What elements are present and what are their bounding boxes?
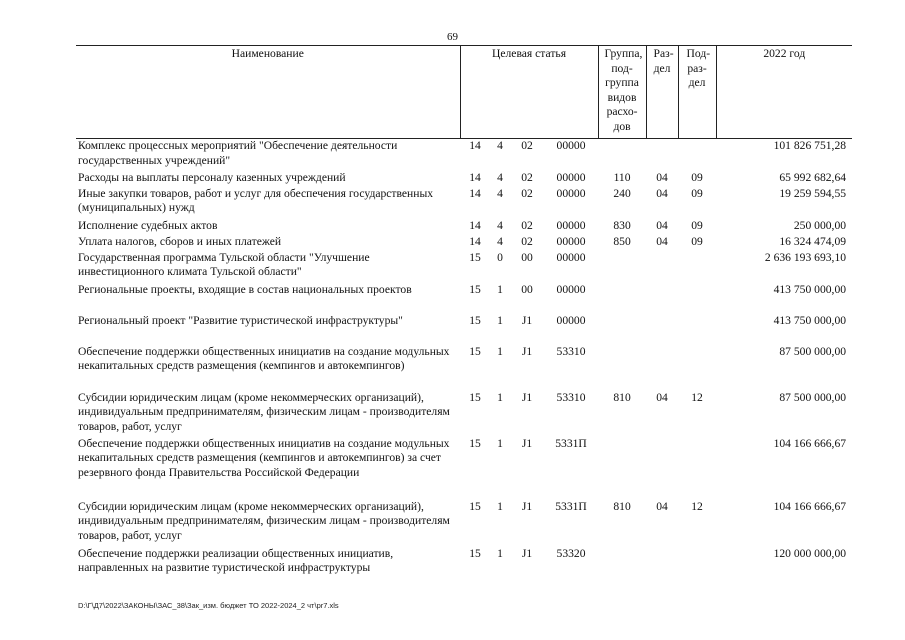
row-code-direction: 00000	[556, 218, 586, 232]
table-row	[76, 391, 852, 437]
row-section-cell	[646, 547, 678, 577]
row-amount-cell: 120 000 000,00	[773, 546, 847, 560]
row-code-type: 4	[497, 170, 503, 184]
row-code-subprogram: 02	[521, 218, 533, 232]
table-row	[76, 500, 852, 547]
header-subsection: Под-раз-дел	[678, 46, 716, 139]
table-row	[76, 171, 852, 187]
row-group-cell: 830	[613, 218, 631, 232]
row-code-type: 1	[497, 436, 503, 450]
row-code-subprogram: J1	[521, 436, 533, 450]
row-code-type: 4	[497, 218, 503, 232]
row-code-subprogram: J1	[521, 499, 533, 513]
row-subsection-cell	[678, 437, 716, 500]
row-section-cell	[646, 251, 678, 283]
table-row	[76, 187, 852, 219]
row-code-direction: 00000	[556, 250, 586, 264]
row-code-direction: 53310	[556, 390, 586, 404]
row-name-cell: Обеспечение поддержки общественных инициатив на создание модульных некапитальных средств размещения (кемпингов и автокемпингов)	[78, 344, 450, 372]
row-code-program: 14	[469, 234, 481, 248]
row-subsection-cell	[678, 345, 716, 391]
row-amount-cell: 101 826 751,28	[773, 139, 847, 152]
budget-table	[76, 45, 852, 577]
row-subsection-cell: 09	[691, 234, 703, 248]
row-code-program: 14	[469, 218, 481, 232]
row-amount-cell: 413 750 000,00	[773, 282, 847, 296]
row-group-cell	[598, 283, 646, 314]
row-name-cell: Обеспечение поддержки реализации общественных инициатив, направленных на развитие туристической инфраструктуры	[78, 546, 394, 574]
row-amount-cell: 19 259 594,55	[779, 186, 847, 200]
row-amount-cell: 413 750 000,00	[773, 313, 847, 327]
row-code-type: 1	[497, 390, 503, 404]
row-code-direction: 00000	[556, 234, 586, 248]
row-group-cell: 110	[613, 170, 631, 184]
row-amount-cell: 65 992 682,64	[779, 170, 847, 184]
row-group-cell	[598, 547, 646, 577]
row-amount-cell: 104 166 666,67	[773, 499, 847, 513]
row-amount-cell: 16 324 474,09	[779, 234, 847, 248]
row-subsection-cell	[678, 251, 716, 283]
row-section-cell	[646, 314, 678, 345]
header-target: Целевая статья	[460, 46, 598, 139]
row-code-subprogram: 02	[521, 170, 533, 184]
row-name-cell: Обеспечение поддержки общественных инициатив на создание модульных некапитальных средств размещения (кемпингов и автокемпингов) за счет резервного фонда Правительства Российской Федерации	[78, 436, 450, 479]
header-name: Наименование	[76, 46, 460, 139]
page-number: 69	[447, 31, 458, 43]
row-subsection-cell: 09	[691, 218, 703, 232]
row-section-cell: 04	[656, 218, 668, 232]
row-section-cell: 04	[656, 170, 668, 184]
row-code-program: 14	[469, 170, 481, 184]
row-code-subprogram: J1	[521, 313, 533, 327]
row-subsection-cell	[678, 139, 716, 171]
row-amount-cell: 104 166 666,67	[773, 436, 847, 450]
table-row	[76, 235, 852, 251]
row-subsection-cell: 09	[691, 186, 703, 200]
row-subsection-cell	[678, 547, 716, 577]
table-row	[76, 547, 852, 577]
row-group-cell: 810	[613, 390, 631, 404]
table-row	[76, 314, 852, 345]
row-code-subprogram: 02	[521, 139, 533, 152]
row-name-cell: Субсидии юридическим лицам (кроме некоммерческих организаций), индивидуальным предпринимателям, физическим лицам - производителям товаров, работ, услуг	[78, 499, 450, 542]
row-group-cell: 810	[613, 499, 631, 513]
row-name-cell: Расходы на выплаты персоналу казенных учреждений	[78, 170, 346, 184]
row-subsection-cell	[678, 283, 716, 314]
row-section-cell: 04	[656, 186, 668, 200]
row-code-program: 14	[469, 186, 481, 200]
row-code-type: 1	[497, 313, 503, 327]
row-code-direction: 5331П	[555, 436, 587, 450]
row-section-cell	[646, 283, 678, 314]
row-amount-cell: 250 000,00	[793, 218, 847, 232]
row-code-type: 4	[497, 186, 503, 200]
row-code-subprogram: 02	[521, 186, 533, 200]
table-row	[76, 219, 852, 235]
table-header-row	[76, 46, 852, 139]
row-group-cell	[598, 437, 646, 500]
table-row	[76, 251, 852, 283]
file-path-footer: D:\Г\Д7\2022\ЗАКОНЫ\ЗАС_38\Зак_изм. бюджет ТО 2022-2024_2 чт\pr7.xls	[78, 601, 339, 610]
row-code-subprogram: J1	[521, 546, 533, 560]
row-section-cell	[646, 345, 678, 391]
row-name-cell: Субсидии юридическим лицам (кроме некоммерческих организаций), индивидуальным предпринимателям, физическим лицам - производителям товаров, работ, услуг	[78, 390, 450, 433]
row-code-direction: 00000	[556, 313, 586, 327]
row-name-cell: Исполнение судебных актов	[78, 218, 218, 232]
row-code-type: 4	[497, 234, 503, 248]
row-section-cell: 04	[656, 390, 668, 404]
row-code-program: 15	[469, 390, 481, 404]
row-name-cell: Региональные проекты, входящие в состав национальных проектов	[78, 282, 412, 296]
row-subsection-cell: 12	[691, 390, 703, 404]
row-code-subprogram: 00	[521, 250, 533, 264]
row-code-direction: 00000	[556, 139, 586, 152]
row-code-direction: 53310	[556, 344, 586, 358]
row-code-subprogram: 02	[521, 234, 533, 248]
row-code-type: 1	[497, 499, 503, 513]
table-row	[76, 345, 852, 391]
row-code-type: 1	[497, 546, 503, 560]
row-code-program: 15	[469, 313, 481, 327]
row-group-cell: 240	[613, 186, 631, 200]
row-code-type: 1	[497, 344, 503, 358]
row-name-cell: Государственная программа Тульской области "Улучшение инвестиционного климата Тульской области"	[78, 250, 370, 278]
row-code-subprogram: 00	[521, 282, 533, 296]
row-subsection-cell	[678, 314, 716, 345]
row-name-cell: Комплекс процессных мероприятий "Обеспечение деятельности государственных учреждений"	[78, 139, 398, 167]
row-code-program: 15	[469, 344, 481, 358]
row-group-cell	[598, 345, 646, 391]
row-subsection-cell: 12	[691, 499, 703, 513]
header-year: 2022 год	[716, 46, 852, 139]
row-code-type: 0	[497, 250, 503, 264]
row-code-subprogram: J1	[521, 390, 533, 404]
row-code-program: 15	[469, 436, 481, 450]
row-code-program: 15	[469, 282, 481, 296]
row-name-cell: Иные закупки товаров, работ и услуг для обеспечения государственных (муниципальных) нужд	[78, 186, 434, 214]
row-amount-cell: 2 636 193 693,10	[764, 250, 847, 264]
row-section-cell: 04	[656, 499, 668, 513]
row-name-cell: Уплата налогов, сборов и иных платежей	[78, 234, 282, 248]
row-section-cell	[646, 139, 678, 171]
row-code-program: 14	[469, 139, 481, 152]
row-name-cell: Региональный проект "Развитие туристической инфраструктуры"	[78, 313, 403, 327]
row-code-direction: 00000	[556, 170, 586, 184]
header-section: Раз-дел	[646, 46, 678, 139]
header-group: Группа, под-группа видов расхо-дов	[598, 46, 646, 139]
row-code-direction: 53320	[556, 546, 586, 560]
row-subsection-cell: 09	[691, 170, 703, 184]
row-group-cell	[598, 314, 646, 345]
row-code-program: 15	[469, 499, 481, 513]
row-group-cell	[598, 251, 646, 283]
row-code-direction: 00000	[556, 186, 586, 200]
row-section-cell	[646, 437, 678, 500]
row-code-program: 15	[469, 250, 481, 264]
row-code-direction: 5331П	[555, 499, 587, 513]
table-row	[76, 437, 852, 500]
row-code-type: 4	[497, 139, 503, 152]
table-row	[76, 139, 852, 171]
row-amount-cell: 87 500 000,00	[779, 390, 847, 404]
row-group-cell	[598, 139, 646, 171]
row-amount-cell: 87 500 000,00	[779, 344, 847, 358]
row-section-cell: 04	[656, 234, 668, 248]
table-row	[76, 283, 852, 314]
row-code-subprogram: J1	[521, 344, 533, 358]
row-group-cell: 850	[613, 234, 631, 248]
row-code-direction: 00000	[556, 282, 586, 296]
row-code-type: 1	[497, 282, 503, 296]
row-code-program: 15	[469, 546, 481, 560]
